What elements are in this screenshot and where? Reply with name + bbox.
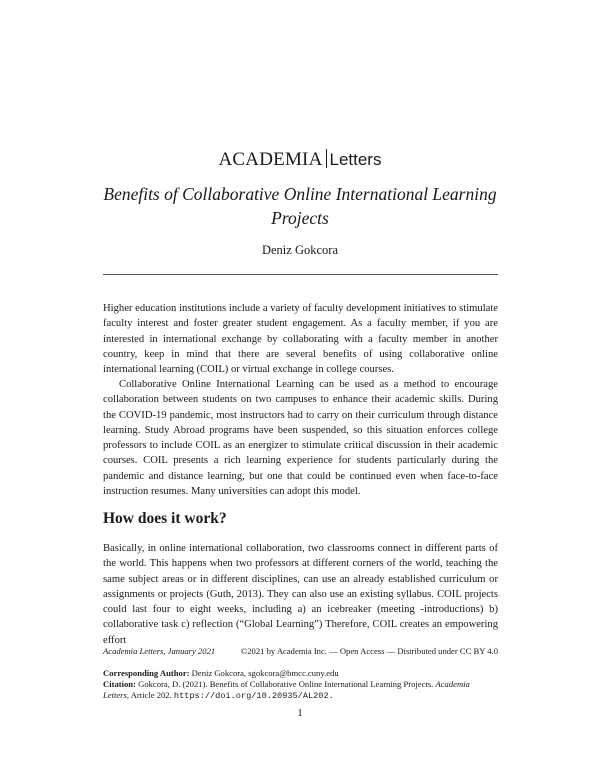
footer-license: ©2021 by Academia Inc. — Open Access — Distributed under CC BY 4.0 bbox=[240, 646, 498, 656]
citation-journal: Academia Letters bbox=[103, 679, 470, 701]
citation-text: Gokcora, D. (2021). Benefits of Collaborative Online International Learning Projects. bbox=[138, 679, 434, 690]
corresponding-text: Deniz Gokcora, sgokcora@bmcc.cuny.edu bbox=[191, 668, 339, 678]
paragraph-intro: Higher education institutions include a variety of faculty development initiatives to stimulate faculty interest and foster greater student engagement. As a faculty member, if you are interested in international exchange by collaborating with a faculty member in another country, keep in mind that there are several benefits of using collaborative online international learning (COIL) or virtual exchange in college courses. bbox=[103, 303, 498, 376]
journal-logo bbox=[0, 148, 600, 172]
citation bbox=[103, 679, 498, 702]
footer-meta bbox=[103, 646, 498, 657]
article-author: Deniz Gokcora bbox=[261, 243, 338, 257]
logo-divider bbox=[326, 149, 327, 168]
corresponding-label: Corresponding Author: bbox=[103, 668, 190, 678]
citation-label: Citation: bbox=[103, 679, 136, 690]
section-heading: How does it work? bbox=[103, 510, 227, 527]
footer-date: Academia Letters, January 2021 bbox=[103, 646, 216, 656]
paragraph-how: Basically, in online international collaboration, two classrooms connect in different parts of the world. This happens when two professors at different corners of the world, teaching the same subject areas or in different disciplines, can use an already established curriculum or assignments or projects (Guth, 2013). They can also use an existing syllabus. COIL projects could last four to eight weeks, including a) an icebreaker (meeting -introductions) b) collaborative task c) reflection (“Global Learning”) Therefore, COIL creates an empowering effort bbox=[103, 543, 498, 646]
citation-article: , Article 202. bbox=[126, 690, 172, 701]
footer-citation bbox=[103, 668, 498, 703]
title-rule bbox=[103, 274, 498, 275]
doi-link[interactable]: https://doi.org/10.20935/AL202. bbox=[173, 691, 334, 702]
logo-brand: ACADEMIA bbox=[218, 149, 323, 170]
corresponding-author bbox=[103, 668, 498, 679]
logo-journal: Letters bbox=[329, 150, 382, 169]
paragraph-coil: Collaborative Online International Learning can be used as a method to encourage collaboration between students on two campuses to enhance their academic skills. During the COVID-19 pandemic, most instructors had to carry on their curriculum through distance learning. Study Abroad programs have been suspended, so this situation enforces college professors to include COIL as an energizer to stimulate critical discussion in their academic courses. COIL presents a rich learning experience for students particularly during the pandemic and distance learning, but one that could be continued even when face-to-face instruction resumes. Many universities can adopt this model. bbox=[103, 379, 498, 498]
page-number: 1 bbox=[297, 707, 303, 719]
article-title: Benefits of Collaborative Online International Learning Projects bbox=[103, 184, 497, 228]
